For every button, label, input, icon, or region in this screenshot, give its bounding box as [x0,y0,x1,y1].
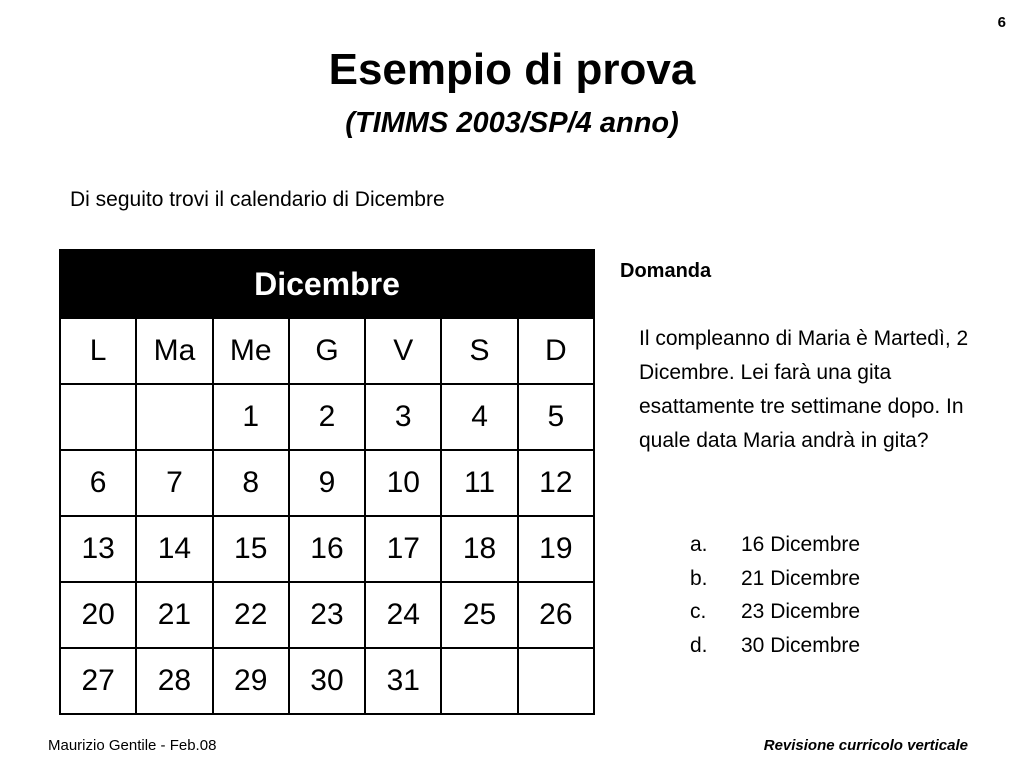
answer-option[interactable] [690,562,860,596]
answer-option[interactable] [690,629,860,663]
weekday-cell: D [518,318,594,384]
day-cell: 4 [441,384,517,450]
weekday-cell: S [441,318,517,384]
day-cell: 28 [136,648,212,714]
week-row [60,516,594,582]
week-row [60,648,594,714]
day-cell: 12 [518,450,594,516]
day-cell: 1 [213,384,289,450]
day-cell [441,648,517,714]
week-row [60,450,594,516]
day-cell: 30 [289,648,365,714]
weekday-cell: G [289,318,365,384]
day-cell: 3 [365,384,441,450]
option-letter: a. [690,533,708,556]
week-row [60,582,594,648]
week-row [60,384,594,450]
day-cell: 24 [365,582,441,648]
day-cell [60,384,136,450]
weekday-cell: V [365,318,441,384]
weekday-cell: Me [213,318,289,384]
answer-options [690,528,860,662]
day-cell: 8 [213,450,289,516]
day-cell: 6 [60,450,136,516]
day-cell: 14 [136,516,212,582]
page-number: 6 [997,14,1006,31]
day-cell: 5 [518,384,594,450]
day-cell [518,648,594,714]
day-cell: 7 [136,450,212,516]
weekday-cell: Ma [136,318,212,384]
day-cell: 23 [289,582,365,648]
intro-text: Di seguito trovi il calendario di Dicembre [70,188,445,211]
day-cell: 9 [289,450,365,516]
answer-option[interactable] [690,528,860,562]
weekday-cell: L [60,318,136,384]
slide-subtitle: (TIMMS 2003/SP/4 anno) [345,107,679,139]
question-text: Il compleanno di Maria è Martedì, 2 Dicembre. Lei farà una gita esattamente tre settimane dopo. In quale data Maria andrà in gita? [639,327,969,452]
day-cell: 11 [441,450,517,516]
day-cell: 16 [289,516,365,582]
calendar-month-header: Dicembre [60,250,594,318]
option-text: 23 Dicembre [741,600,861,623]
option-text: 30 Dicembre [741,633,861,657]
day-cell: 10 [365,450,441,516]
day-cell: 27 [60,648,136,714]
option-letter: b. [690,566,708,590]
slide-title: Esempio di prova [328,45,696,94]
day-cell: 13 [60,516,136,582]
day-cell: 17 [365,516,441,582]
weekday-row [60,318,594,384]
answer-option[interactable] [690,595,860,629]
day-cell: 26 [518,582,594,648]
day-cell: 15 [213,516,289,582]
option-letter: c. [690,600,707,623]
day-cell: 2 [289,384,365,450]
day-cell: 29 [213,648,289,714]
footer-title: Revisione curricolo verticale [763,737,968,754]
calendar-table [59,249,595,715]
day-cell: 25 [441,582,517,648]
day-cell: 18 [441,516,517,582]
option-text: 21 Dicembre [741,566,861,590]
day-cell: 22 [213,582,289,648]
day-cell: 19 [518,516,594,582]
footer-author: Maurizio Gentile - Feb.08 [48,737,217,754]
day-cell: 20 [60,582,136,648]
option-letter: d. [690,633,708,657]
day-cell: 31 [365,648,441,714]
day-cell: 21 [136,582,212,648]
question-heading: Domanda [620,260,712,282]
option-text: 16 Dicembre [741,533,861,556]
day-cell [136,384,212,450]
